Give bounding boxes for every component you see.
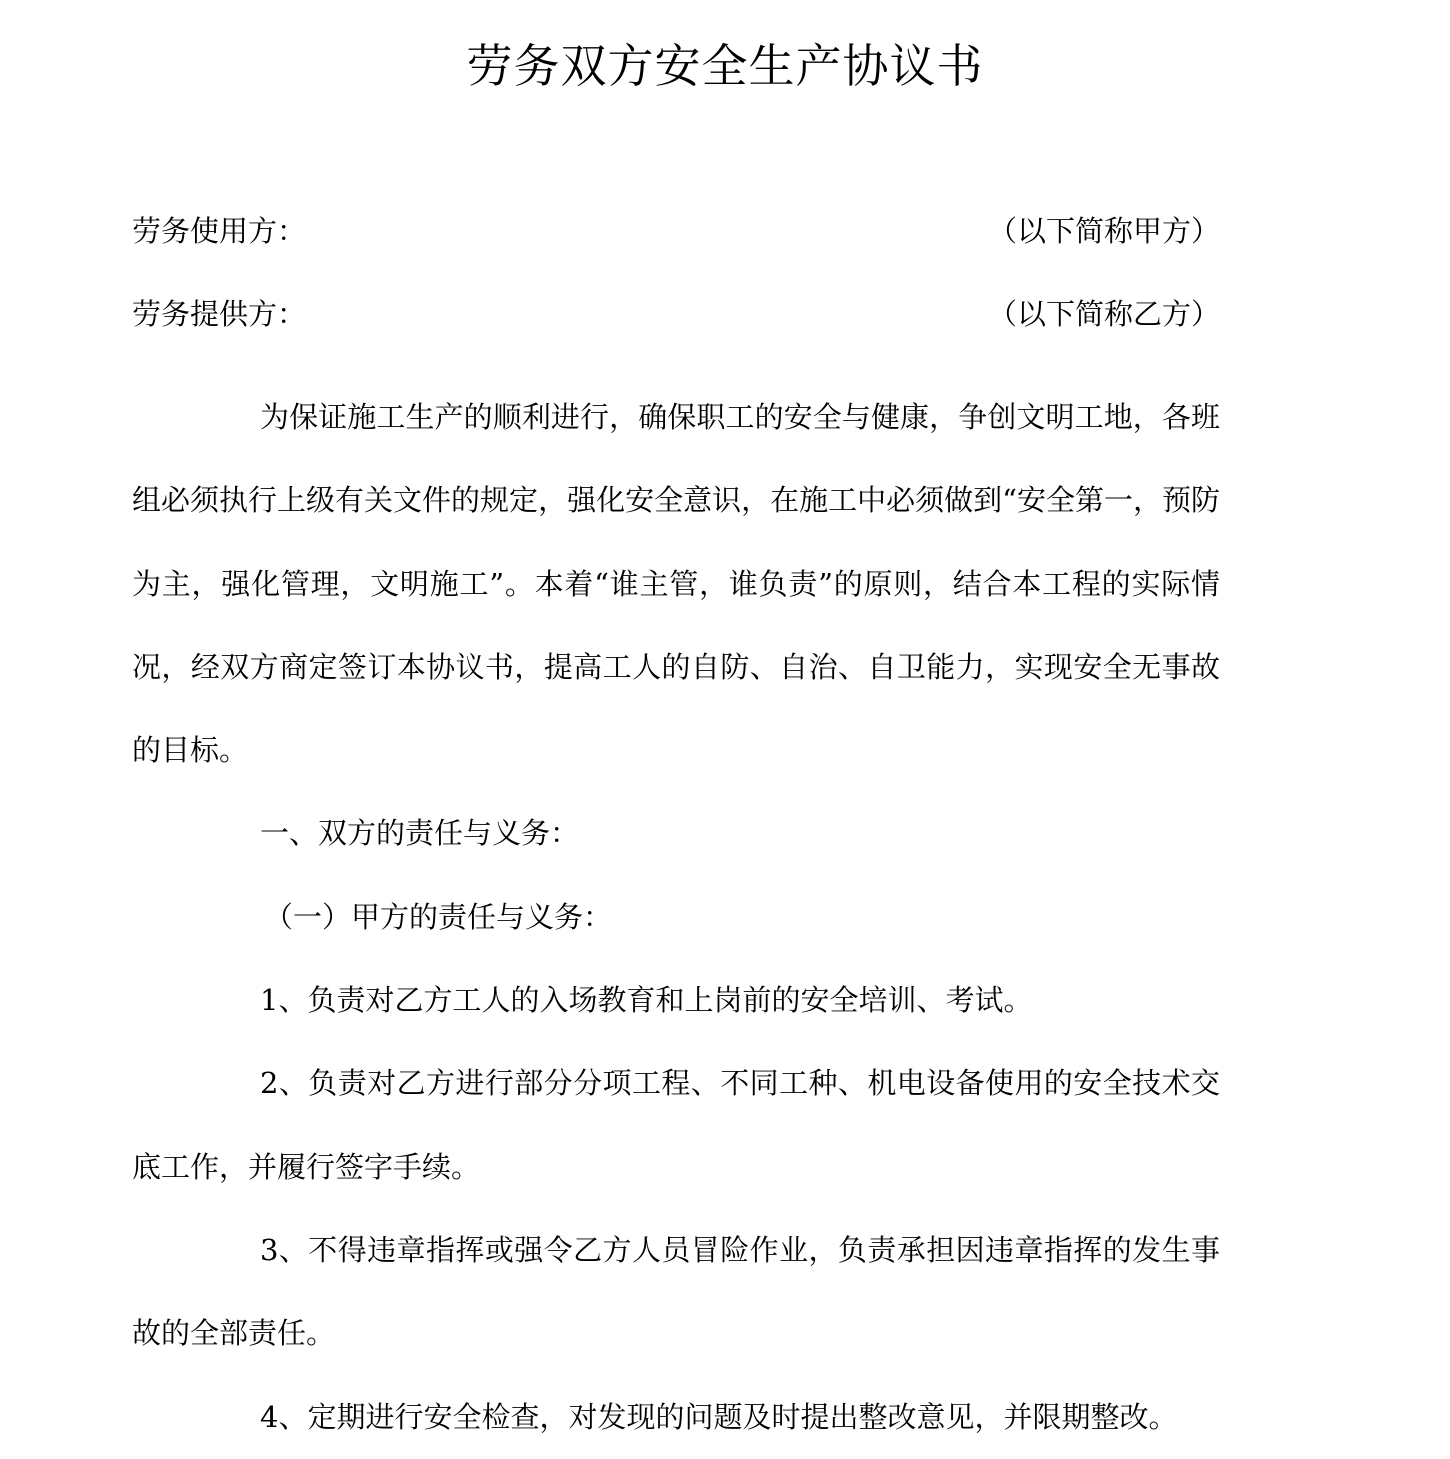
document-title: 劳务双方安全生产协议书 <box>466 39 984 93</box>
section-heading: 一、双方的责任与义务： <box>260 816 580 851</box>
party-a-line <box>132 211 1220 251</box>
clause-paragraph: 2、负责对乙方进行部分分项工程、不同工种、机电设备使用的安全技术交底工作，并履行签字手续。 <box>132 1066 1220 1184</box>
subsection-heading: （一）甲方的责任与义务： <box>264 899 613 934</box>
clause-paragraph: 4、定期进行安全检查，对发现的问题及时提出整改意见，并限期整改。 <box>260 1399 1178 1434</box>
party-a-label: 劳务使用方： <box>132 214 307 248</box>
document-body <box>132 376 1220 1459</box>
clause-paragraph: 1、负责对乙方工人的入场教育和上岗前的安全培训、考试。 <box>260 983 1033 1018</box>
preamble-paragraph: 为保证施工生产的顺利进行，确保职工的安全与健康，争创文明工地，各班组必须执行上级有关文件的规定，强化安全意识，在施工中必须做到“安全第一，预防为主，强化管理，文明施工”。本着“谁主管，谁负责”的原则，结合本工程的实际情况，经双方商定签订本协议书，提高工人的自防、自治、自卫能力，实现安全无事故的目标。 <box>132 400 1220 768</box>
party-b-note: （以下简称乙方） <box>987 297 1220 331</box>
party-b-line <box>132 294 1220 334</box>
clause-paragraph: 3、不得违章指挥或强令乙方人员冒险作业，负责承担因违章指挥的发生事故的全部责任。 <box>132 1232 1220 1351</box>
party-a-note: （以下简称甲方） <box>987 214 1220 248</box>
party-b-label: 劳务提供方： <box>132 297 307 331</box>
